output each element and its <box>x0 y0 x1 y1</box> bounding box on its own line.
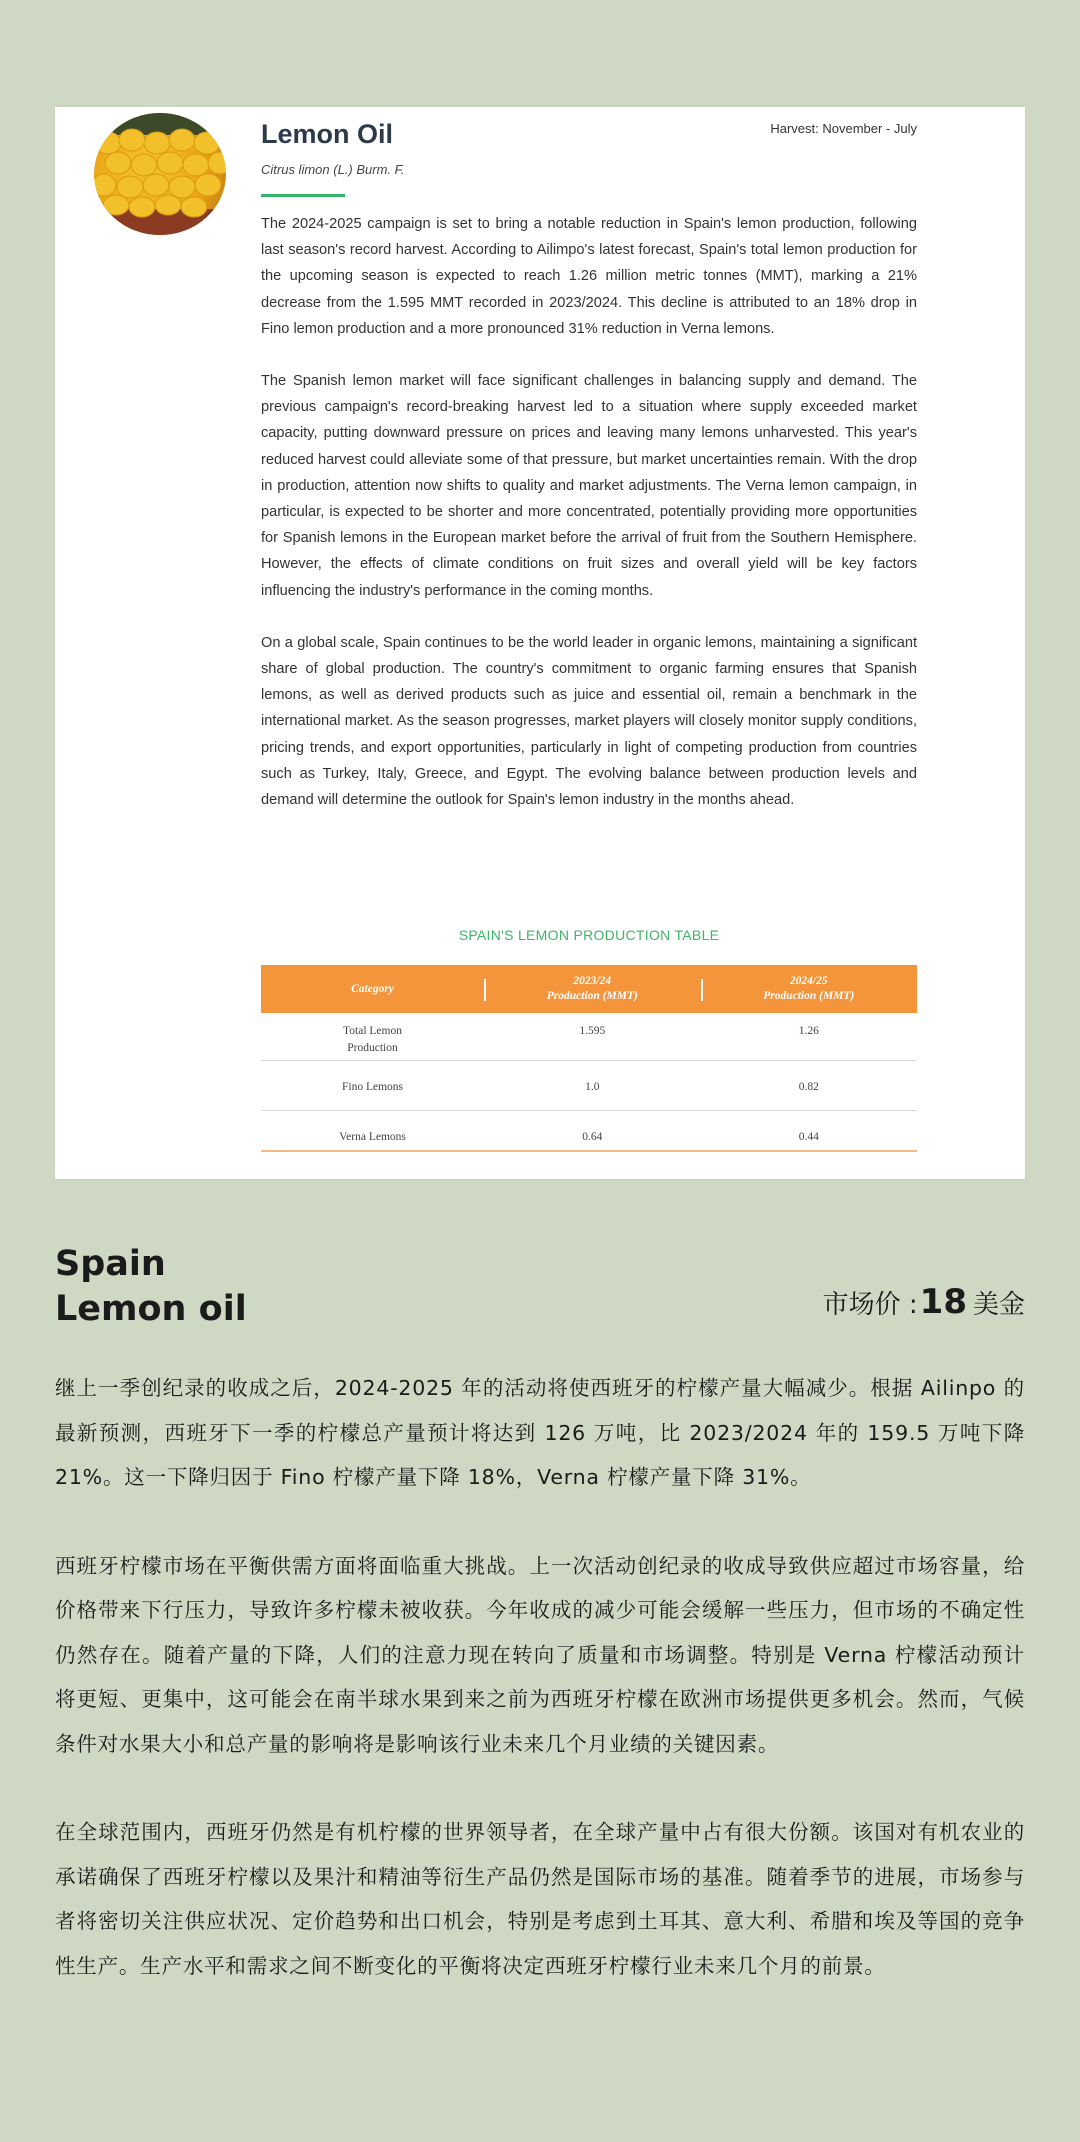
chinese-paragraph: 西班牙柠檬市场在平衡供需方面将面临重大挑战。上一次活动创纪录的收成导致供应超过市场容量，给价格带来下行压力，导致许多柠檬未被收获。今年收成的减少可能会缓解一些压力，但市场的不确定性仍然存在。随着产量的下降，人们的注意力现在转向了质量和市场调整。特别是 Verna 柠檬活动预计将更短、更集中，这可能会在南半球水果到来之前为西班牙柠檬在欧洲市场提供更多机会。然而，气候条件对水果大小和总产量的影响将是影响该行业未来几个月业绩的关键因素。 <box>55 1553 1025 1756</box>
chinese-body <box>55 1366 1025 2032</box>
chinese-paragraph: 在全球范围内，西班牙仍然是有机柠檬的世界领导者，在全球产量中占有很大份额。该国对有机农业的承诺确保了西班牙柠檬以及果汁和精油等衍生产品仍然是国际市场的基准。随着季节的进展，市场参与者将密切关注供应状况、定价趋势和出口机会，特别是考虑到土耳其、意大利、希腊和埃及等国的竞争性生产。生产水平和需求之间不断变化的平衡将决定西班牙柠檬行业未来几个月的前景。 <box>55 1820 1025 1978</box>
english-paragraph: The 2024-2025 campaign is set to bring a notable reduction in Spain's lemon production, following last season's record harvest. According to Ailimpo's latest forecast, Spain's total lemon production for the upcoming season is expected to reach 1.26 million metric tonnes (MMT), marking a 21% decrease from the 1.595 MMT recorded in 2023/2024. This decline is attributed to an 18% drop in Fino lemon production and a more pronounced 31% reduction in Verna lemons. <box>261 216 917 337</box>
lemon-photo <box>94 113 226 235</box>
document-card <box>55 107 1025 1179</box>
harvest-period: Harvest: November - July <box>770 121 917 136</box>
table-row <box>261 1061 917 1111</box>
header-category: Category <box>261 965 484 1013</box>
row-category: Verna Lemons <box>261 1111 484 1152</box>
english-paragraph: On a global scale, Spain continues to be the world leader in organic lemons, maintaining a significant share of global production. The country's commitment to organic farming ensures that Spanish lemons, as well as derived products such as juice and essential oil, remain a benchmark in the international market. As the season progresses, market players will closely monitor supply conditions, pricing trends, and export opportunities, particularly in light of competing production from countries such as Turkey, Italy, Greece, and Egypt. The evolving balance between production levels and demand will determine the outlook for Spain's lemon industry in the months ahead. <box>261 634 917 809</box>
price-value: 18 <box>919 1282 967 1322</box>
table-row <box>261 1013 917 1061</box>
chinese-paragraph: 继上一季创纪录的收成之后，2024-2025 年的活动将使西班牙的柠檬产量大幅减少。根据 Ailinpo 的最新预测，西班牙下一季的柠檬总产量预计将达到 126 万吨，比 2023/2024 年的 159.5 万吨下降 21%。这一下降归因于 Fino 柠檬产量下降 18%，Verna 柠檬产量下降 31%。 <box>55 1376 1025 1489</box>
row-value-2023: 1.595 <box>484 1013 700 1061</box>
header-2023: 2023/24 Production (MMT) <box>484 965 700 1013</box>
row-category: Fino Lemons <box>261 1061 484 1111</box>
english-paragraph: The Spanish lemon market will face significant challenges in balancing supply and demand. The previous campaign's record-breaking harvest led to a situation where supply exceeded market capacity, putting downward pressure on prices and leaving many lemons unharvested. This year's reduced harvest could alleviate some of that pressure, but market uncertainties remain. With the drop in production, attention now shifts to quality and market adjustments. The Verna lemon campaign, in particular, is expected to be shorter and more concentrated, potentially providing more opportunities for Spanish lemons in the European market before the arrival of fruit from the Southern Hemisphere. However, the effects of climate conditions on fruit sizes and overall yield will be key factors influencing the industry's performance in the coming months. <box>261 373 917 599</box>
row-value-2024: 0.44 <box>701 1111 917 1152</box>
production-table <box>261 965 917 1152</box>
header-2024: 2024/25 Production (MMT) <box>701 965 917 1013</box>
table-row <box>261 1111 917 1152</box>
title-underline <box>261 194 345 197</box>
market-price <box>823 1282 1025 1322</box>
row-value-2024: 1.26 <box>701 1013 917 1061</box>
product-heading <box>55 1242 247 1332</box>
row-value-2024: 0.82 <box>701 1061 917 1111</box>
row-category: Total Lemon Production <box>261 1013 484 1061</box>
price-label: 市场价 : <box>822 1290 918 1320</box>
lemons-image <box>94 113 226 235</box>
table-header-row <box>261 965 917 1013</box>
row-value-2023: 0.64 <box>484 1111 700 1152</box>
heading-country: Spain <box>55 1244 166 1284</box>
price-unit: 美金 <box>972 1290 1025 1320</box>
table-caption: SPAIN'S LEMON PRODUCTION TABLE <box>458 927 720 943</box>
english-body <box>261 211 917 839</box>
document-title: Lemon Oil <box>261 119 394 149</box>
row-value-2023: 1.0 <box>484 1061 700 1111</box>
latin-name: Citrus limon (L.) Burm. F. <box>261 162 405 177</box>
heading-product: Lemon oil <box>55 1289 247 1329</box>
